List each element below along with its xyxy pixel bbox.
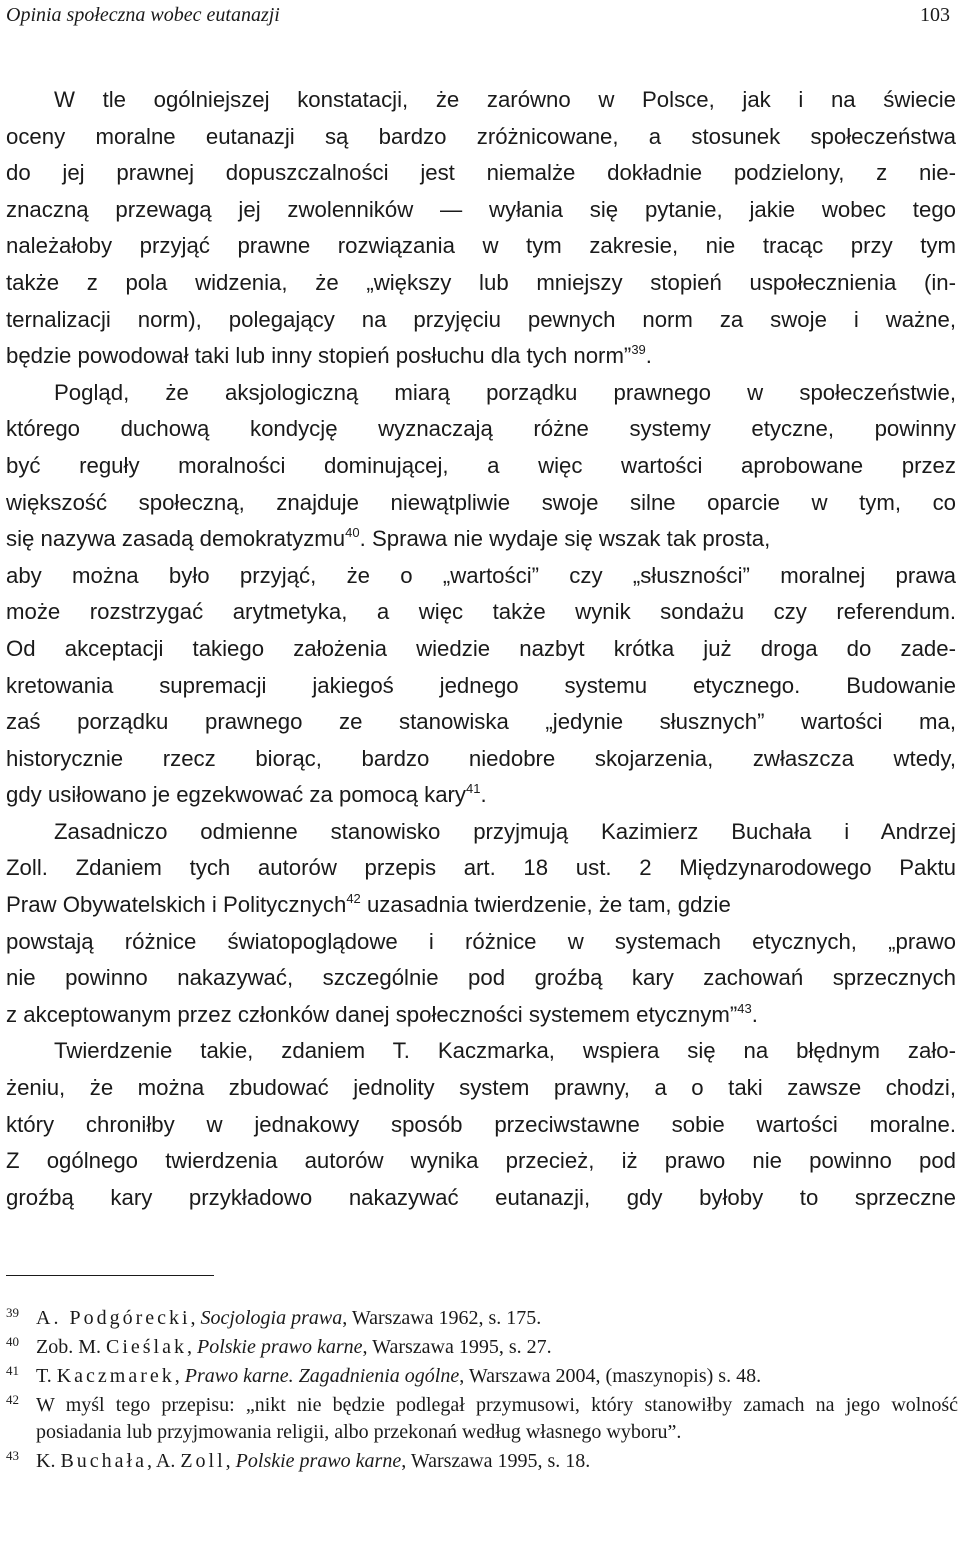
footnote [6, 1334, 958, 1361]
text-line: większość społeczną, znajduje niewątpliwie swoje silne oparcie w tym, co [6, 489, 956, 515]
footnote-author: Buchała [60, 1450, 147, 1472]
text-line: Zasadniczo odmienne stanowisko przyjmują Kazimierz Buchała i Andrzej [54, 818, 956, 844]
text-line [6, 777, 956, 814]
text-line: Pogląd, że aksjologiczną miarą porządku prawnego w społeczeństwie, [54, 379, 956, 405]
text-line: oceny moralne eutanazji są bardzo zróżnicowane, a stosunek społeczeństwa [6, 123, 956, 149]
footnote-rest: , Warszawa 1995, s. 18. [401, 1450, 591, 1472]
text-line: może rozstrzygać arytmetyka, a więc także wynik sondażu czy referendum. [6, 599, 956, 625]
footnote-rest: , Warszawa 1995, s. 27. [362, 1336, 552, 1358]
text-line: W tle ogólniejszej konstatacji, że zarówno w Polsce, jak i na świecie [54, 87, 956, 112]
body-text [6, 82, 956, 1216]
text-line: zaś porządku prawnego ze stanowiska „jedynie słusznych” wartości ma, [6, 709, 956, 735]
footnote-number: 40 [6, 1334, 19, 1349]
footnote-author: Kaczmarek [56, 1365, 175, 1387]
footnote-title: Prawo karne. Zagadnienia ogólne [184, 1365, 460, 1387]
paragraph [6, 814, 956, 1034]
text-run: uzasadnia twierdzenie, że tam, gdzie [360, 892, 731, 918]
text-line: nie powinno nakazywać, szczególnie pod groźbą kary zachowań sprzecznych [6, 965, 956, 991]
paragraph [6, 375, 956, 814]
text-line: Z ogólnego twierdzenia autorów wynika przecież, iż prawo nie powinno pod [6, 1148, 956, 1174]
running-title: Opinia społeczna wobec eutanazji [6, 4, 280, 26]
text-run: Praw Obywatelskich i Politycznych [6, 892, 347, 918]
footnote-ref: 42 [346, 891, 361, 907]
footnote-separator-text: , [174, 1365, 185, 1387]
text-line: żeniu, że można zbudować jednolity system prawny, a o taki zawsze chodzi, [6, 1075, 956, 1101]
footnote-ref: 40 [345, 525, 360, 541]
footnote-ref: 41 [466, 781, 481, 797]
text-run: będzie powodował taki lub inny stopień posłuchu dla tych norm” [6, 343, 632, 369]
text-line: do jej prawnej dopuszczalności jest niemalże dokładnie podzielony, z nie- [6, 160, 956, 186]
text-line: historycznie rzecz biorąc, bardzo niedobre skojarzenia, zwłaszcza wtedy, [6, 745, 956, 771]
text-line: Twierdzenie takie, zdaniem T. Kaczmarka, wspiera się na błędnym zało- [54, 1038, 956, 1064]
footnote-number: 41 [6, 1363, 19, 1378]
footnote-number: 43 [6, 1448, 19, 1463]
footnote-ref: 39 [631, 342, 646, 358]
footnote-title: Polskie prawo karne [197, 1336, 363, 1358]
text-line [6, 521, 956, 558]
text-line [6, 338, 956, 375]
paragraph [6, 1033, 956, 1216]
footnote-number: 42 [6, 1392, 19, 1407]
text-run: . Sprawa nie wydaje się wszak tak prosta, [359, 526, 771, 552]
footnote-lead: K. [36, 1450, 61, 1472]
footnote-rest: , Warszawa 1962, s. 175. [342, 1307, 542, 1329]
text-line: także z pola widzenia, że „większy lub mniejszy stopień uspołecznienia (in- [6, 269, 956, 295]
text-run: . [751, 1001, 758, 1027]
text-run: gdy usiłowano je egzekwować za pomocą kary [6, 782, 467, 808]
text-line: ternalizacji norm), polegający na przyjęciu pewnych norm za swoje i ważne, [6, 306, 956, 332]
text-line: którego duchową kondycję wyznaczają różne systemy etyczne, powinny [6, 416, 956, 442]
running-header [6, 4, 954, 32]
footnote-ref: 43 [737, 1000, 752, 1016]
footnote-lead: T. [36, 1365, 57, 1387]
text-line: znaczną przewagą jej zwolenników — wyłania się pytanie, jakie wobec tego [6, 196, 956, 222]
footnote-lead: Zob. M. [36, 1336, 106, 1358]
text-line: który chroniłby w jednakowy sposób przeciwstawne sobie wartości moralne. [6, 1111, 956, 1137]
text-line: Od akceptacji takiego założenia wiedzie nazbyt krótka już droga do zade- [6, 635, 956, 661]
text-line: kretowania supremacji jakiegoś jednego systemu etycznego. Budowanie [6, 672, 956, 698]
footnote [6, 1363, 958, 1390]
paragraph [6, 82, 956, 375]
footnote [6, 1448, 958, 1475]
text-line: aby można było przyjąć, że o „wartości” czy „słuszności” moralnej prawa [6, 562, 956, 588]
text-line [6, 997, 956, 1034]
footnote-title: Socjologia prawa [200, 1307, 343, 1329]
text-line: powstają różnice światopoglądowe i różnice w systemach etycznych, „prawo [6, 928, 956, 954]
footnote-author: A. Podgórecki [36, 1307, 191, 1329]
footnote [6, 1305, 958, 1332]
footnote-mid: , A. [146, 1450, 181, 1472]
text-line: Zoll. Zdaniem tych autorów przepis art. 18 ust. 2 Międzynarodowego Paktu [6, 855, 956, 881]
footnotes [6, 1305, 958, 1477]
footnote-number: 39 [6, 1305, 19, 1320]
footnote-author: Cieślak [106, 1336, 187, 1358]
text-line: być reguły moralności dominującej, a więc wartości aprobowane przez [6, 452, 956, 478]
text-line: groźbą kary przykładowo nakazywać eutanazji, gdy byłoby to sprzeczne [6, 1184, 956, 1210]
text-run: . [480, 782, 487, 808]
footnote-title: Polskie prawo karne [235, 1450, 402, 1472]
text-run: . [645, 343, 652, 369]
footnote-rest: , Warszawa 2004, (maszynopis) s. 48. [459, 1365, 762, 1387]
page-number: 103 [920, 4, 950, 26]
footnote-author: Zoll [180, 1450, 226, 1472]
footnote-separator [6, 1275, 214, 1276]
footnote-text: W myśl tego przepisu: „nikt nie będzie podlegał przymusowi, który stanowiłby zamach na jego wolność posiadania lub przyjmowania religii, albo przekonań według własnego wyboru”. [36, 1394, 958, 1443]
text-run: z akceptowanym przez członków danej społeczności systemem etycznym” [6, 1001, 738, 1027]
footnote-separator-text: , [187, 1336, 197, 1358]
text-line [6, 887, 956, 924]
footnote [6, 1392, 958, 1446]
footnote-separator-text: , [190, 1307, 201, 1329]
text-run: się nazywa zasadą demokratyzmu [6, 526, 346, 552]
text-line: należałoby przyjąć prawne rozwiązania w tym zakresie, nie tracąc przy tym [6, 233, 956, 259]
footnote-separator-text: , [225, 1450, 236, 1472]
